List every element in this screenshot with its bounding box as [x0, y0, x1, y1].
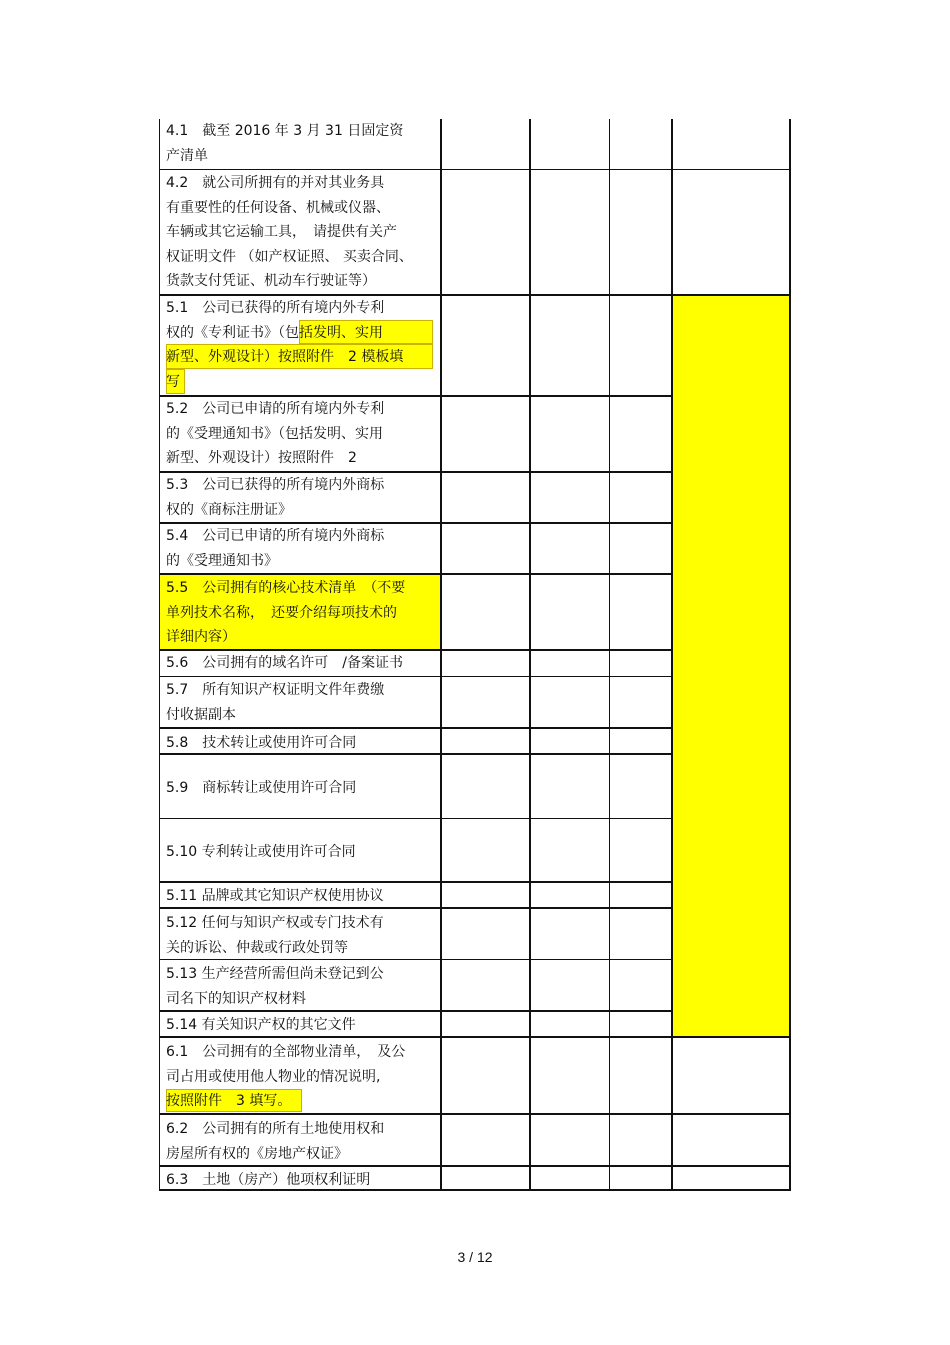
- table-column-divider: [609, 119, 610, 1191]
- row-5-6-text: 5.6 公司拥有的域名许可 /备案证书: [166, 655, 403, 671]
- row-5-11-text: 5.11 品牌或其它知识产权使用协议: [166, 888, 384, 904]
- row-5-8-text: 5.8 技术转让或使用许可合同: [166, 735, 357, 751]
- row-5-12-text: 5.12 任何与知识产权或专门技术有 关的诉讼、仲裁或行政处罚等: [166, 915, 384, 956]
- row-divider: [159, 818, 673, 819]
- row-divider: [159, 169, 791, 170]
- row-6-1-text: 6.1 公司拥有的全部物业清单， 及公 司占用或使用他人物业的情况说明, 按照附件 3 填写。: [166, 1044, 406, 1109]
- row-4-1-text: 4.1 截至 2016 年 3 月 31 日固定资 产清单: [166, 123, 404, 164]
- row-5-9-text: 5.9 商标转让或使用许可合同: [166, 780, 357, 796]
- row-5-10-text: 5.10 专利转让或使用许可合同: [166, 844, 356, 860]
- row-5-13-text: 5.13 生产经营所需但尚未登记到公 司名下的知识产权材料: [166, 966, 384, 1007]
- row-5-14-text: 5.14 有关知识产权的其它文件: [166, 1017, 356, 1033]
- row-5-2-text: 5.2 公司已申请的所有境内外专利 的《受理通知书》（包括发明、实用 新型、外观设计）按照附件 2: [166, 401, 385, 466]
- row-5-4-text: 5.4 公司已申请的所有境内外商标 的《受理通知书》: [166, 528, 385, 569]
- row-5-5-text: 5.5 公司拥有的核心技术清单 （不要 单列技术名称， 还要介绍每项技术的 详细内容）: [166, 580, 406, 645]
- row-5-1-text: 5.1 公司已获得的所有境内外专利 权的《专利证书》（包括发明、实用 新型、外观设计）按照附件 2 模板填 写: [166, 300, 404, 390]
- row-6-2-text: 6.2 公司拥有的所有土地使用权和 房屋所有权的《房地产权证》: [166, 1121, 385, 1162]
- row-6-3-text: 6.3 土地（房产）他项权利证明: [166, 1172, 371, 1188]
- row-divider: [159, 676, 673, 677]
- highlighted-merged-cell: [673, 296, 789, 1036]
- row-divider: [159, 727, 673, 729]
- row-divider: [159, 881, 673, 883]
- table-column-divider: [529, 119, 531, 1191]
- table-border-right: [789, 119, 791, 1191]
- page-number: 3 / 12: [457, 1249, 493, 1265]
- table-border-left: [159, 119, 160, 1191]
- row-5-7-text: 5.7 所有知识产权证明文件年费缴 付收据副本: [166, 682, 385, 723]
- row-5-3-text: 5.3 公司已获得的所有境内外商标 权的《商标注册证》: [166, 477, 385, 518]
- row-4-2-text: 4.2 就公司所拥有的并对其业务具 有重要性的任何设备、机械或仪器、 车辆或其它运输工具， 请提供有关产 权证明文件 （如产权证照、 买卖合同、 货款支付凭证、机动车行驶证等）: [166, 175, 413, 289]
- table-column-divider: [440, 119, 442, 1191]
- row-divider: [159, 573, 673, 575]
